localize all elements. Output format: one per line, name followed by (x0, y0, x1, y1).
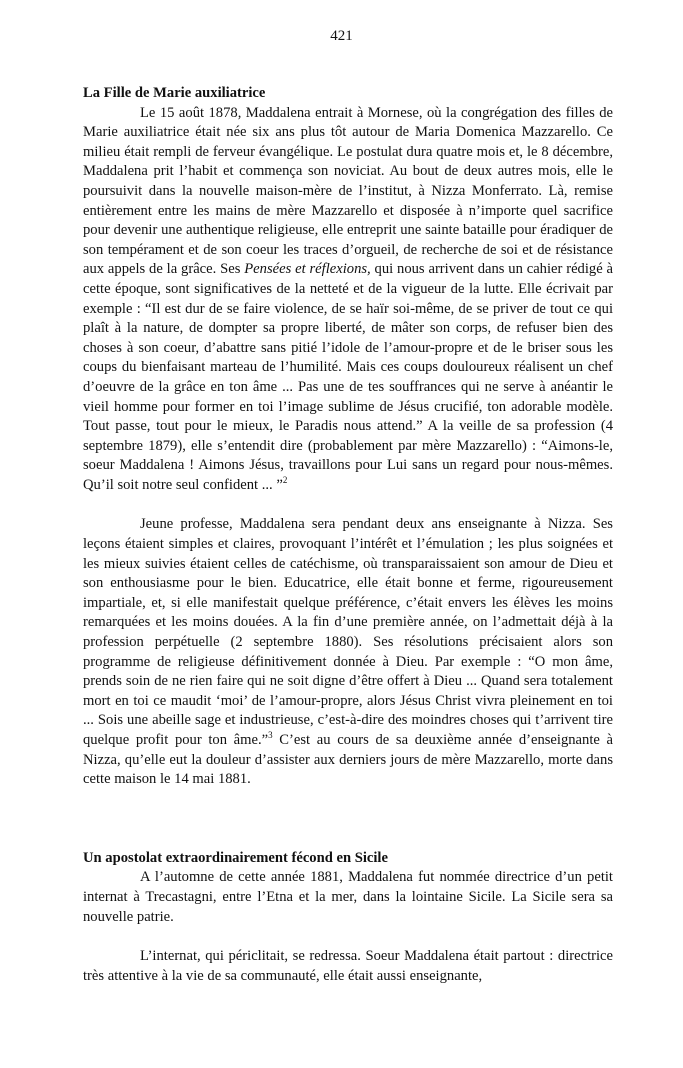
paragraph-internat: L’internat, qui périclitait, se redressa. Soeur Maddalena était partout : directrice très attentive à la vie de sa communauté, elle était aussi enseignante, (83, 948, 613, 984)
paragraph-trecastagni: A l’automne de cette année 1881, Maddalena fut nommée directrice d’un petit internat à Trecastagni, entre l’Etna et la mer, dans la lointaine Sicile. La Sicile sera sa nouvelle patrie. (83, 869, 613, 925)
paragraph-jeune-professe-text-2: C’est au cours de sa deuxième année d’enseignante à Nizza, qu’elle eut la douleur d’assister aux derniers jours de mère Mazzarello, morte dans cette maison le 14 mai 1881. (83, 732, 614, 788)
section-heading-fille-de-marie: La Fille de Marie auxiliatrice (83, 85, 266, 101)
book-title-pensees: Pensées et réflexions, (244, 261, 371, 278)
paragraph-mornese-text-2: qui nous arrivent dans un cahier rédigé à cette époque, sont significatives de la netteté et de la vigueur de la lutte. Elle écrivait par exemple : “Il est dur de se faire violence, de se haïr soi-même, de se priver de tout ce qui plaît à la nature, de dompter sa propre liberté, de mâter son corps, de refuser bien des choses à son coeur, d’abattre sans pitié l’idole de l’amour-propre et de le briser sous les coups du bienfaisant marteau de l’humilité. Mais ces coups douloureux réalisent un chef d’oeuvre de la grâce en ton âme ... Pas une de tes souffrances qui ne serve à anéantir le vieil homme pour former en toi l’image sublime de Jésus crucifié, ton adorable modèle. Tout passe, tout pour le mieux, le Paradis nous attend.” A la veille de sa profession (4 septembre 1879), elle s’entendit dire (probablement par mère Mazzarello) : “Aimons-le, soeur Maddalena ! Aimons Jésus, travaillons pour Lui sans un regard pour nous-mêmes. Qu’il soit notre seul confident ... ” (83, 261, 614, 493)
paragraph-mornese-text-1: Le 15 août 1878, Maddalena entrait à Mornese, où la congrégation des filles de Marie auxiliatrice était née six ans plus tôt autour de Maria Domenica Mazzarello. Ce milieu était rempli de ferveur évangélique. Le postulat dura quatre mois et, le 8 décembre, Maddalena prit l’habit et commença son noviciat. Au bout de deux autres mois, elle le poursuivit dans la nouvelle maison-mère de l’institut, à Nizza Monferrato. Là, remise entièrement entre les mains de mère Mazzarello et disposée à n’importe quel sacrifice pour devenir une authentique religieuse, elle entreprit une sainte bataille pour éradiquer de son tempérament et de son coeur les traces d’orgueil, de recherche de soi et de résistance aux appels de la grâce. Ses (83, 104, 613, 278)
page-number: 421 (330, 28, 353, 44)
page-body (83, 84, 613, 986)
paragraph-jeune-professe (83, 515, 613, 789)
paragraph-jeune-professe-text-1: Jeune professe, Maddalena sera pendant deux ans enseignante à Nizza. Ses leçons étaient simples et claires, provoquant l’intérêt et l’émulation ; les plus soignées et les mieux suivies étaient celles de catéchisme, où transparaissaient son amour de Dieu et son enthousiasme pour le bien. Educatrice, elle était bonne et ferme, rigoureusement impartiale, et, si elle manifestait quelque préférence, c’était envers les élèves les moins remarquées et les moins douées. A la fin d’une première année, on l’admettait déjà à la profession perpétuelle (2 septembre 1880). Ses résolutions précisaient alors son programme de religieuse définitivement donnée à Dieu. Par exemple : “O mon âme, prends soin de ne rien faire qui ne soit digne d’être offert à Dieu ... Quand sera totalement mort en toi ce maudit ‘moi’ de l’amour-propre, alors Jésus Christ vivra pleinement en toi ... Sois une abeille sage et industrieuse, c’est-à-dire des moindres choses qui t’arrivent tire quelque profit pour ton âme.” (83, 516, 613, 748)
footnote-marker-3: 3 (268, 730, 273, 741)
footnote-marker-2: 2 (282, 475, 288, 486)
section-heading-sicile: Un apostolat extraordinairement fécond en Sicile (83, 849, 388, 866)
paragraph-mornese (83, 104, 613, 496)
